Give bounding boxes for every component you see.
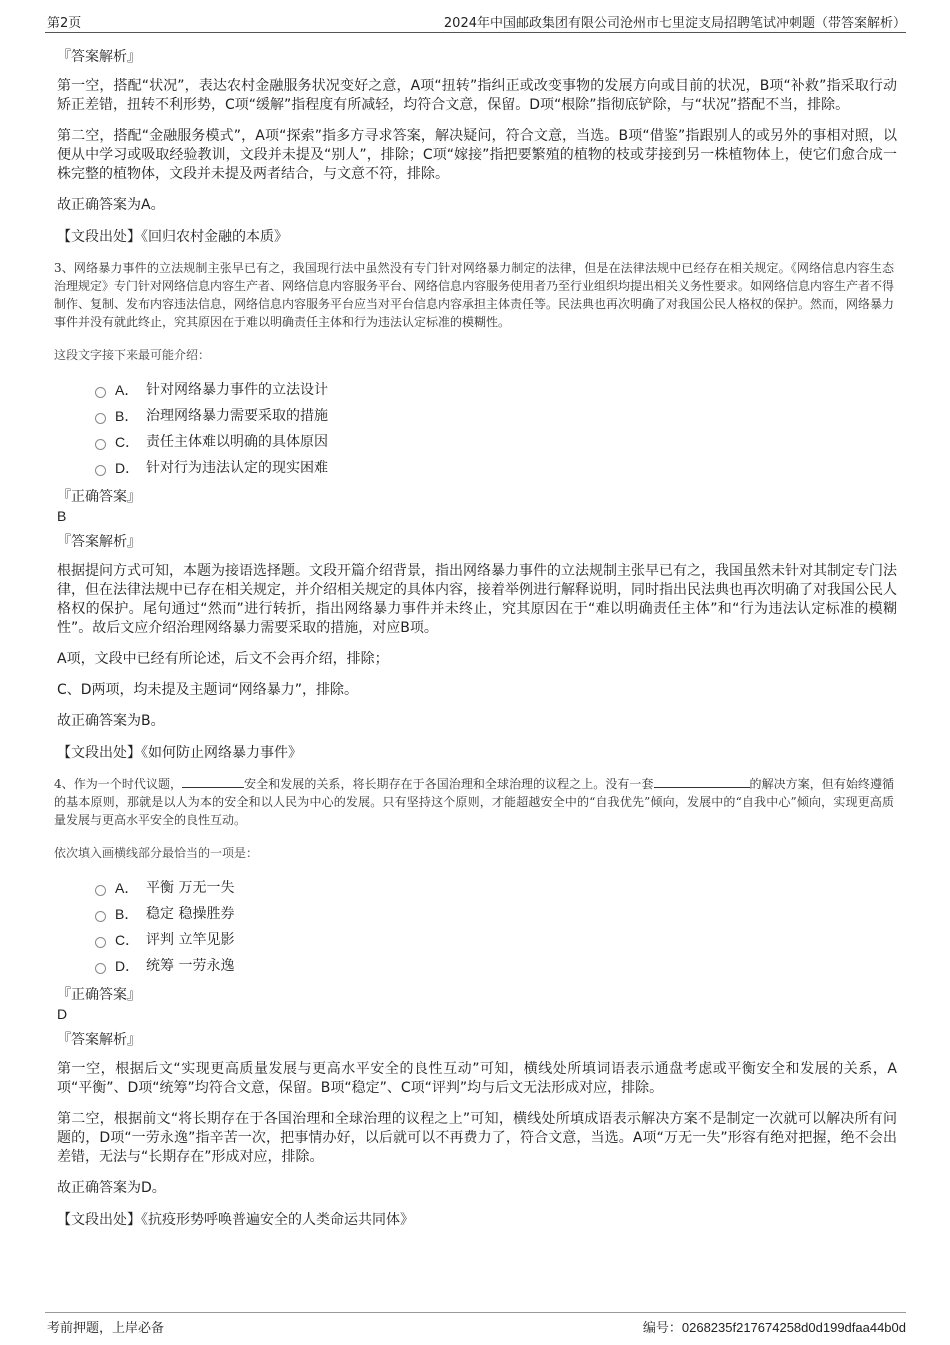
analysis-paragraph: 第一空，搭配“状况”，表达农村金融服务状况变好之意，A项“扭转”指纠正或改变事物的发展方向或目前的状况，B项“补救”指采取行动矫正差错，扭转不利形势，C项“缓解”指程度有所减轻，均符合文意，保留。D项“根除”指彻底铲除，与“状况”搭配不当，排除。: [57, 78, 897, 113]
analysis-paragraph: 第一空，根据后文“实现更高质量发展与更高水平安全的良性互动”可知，横线处所填词语表示通盘考虑或平衡安全和发展的关系，A项“平衡”、D项“统筹”均符合文意，保留。B项“稳定”、C项“评判”均与后文无法形成对应，排除。: [57, 1061, 897, 1096]
analysis-label: 『答案解析』: [57, 534, 141, 550]
fill-blank: [654, 775, 750, 788]
option-key: B．: [115, 408, 139, 424]
option-text: 稳定 稳操胜券: [146, 906, 235, 922]
option-key: D．: [115, 460, 140, 476]
source-citation: 【文段出处】《回归农村金融的本质》: [57, 229, 288, 245]
correct-answer-label: 『正确答案』: [57, 488, 141, 504]
question-4-prompt: 依次填入画横线部分最恰当的一项是：: [54, 846, 259, 860]
page-footer: [45, 1312, 906, 1337]
analysis-conclusion: 故正确答案为A。: [57, 197, 165, 213]
option-key: A．: [115, 880, 139, 896]
correct-answer-label: 『正确答案』: [57, 986, 141, 1002]
analysis-paragraph: 第二空，搭配“金融服务模式”，A项“探索”指多方寻求答案，解决疑问，符合文意，当选。B项“借鉴”指跟别人的或另外的事相对照，以便从中学习或吸取经验教训，文段并未提及“别人”，排除；C项“嫁接”指把要繁殖的植物的枝或芽接到另一株植物体上，使它们愈合成一株完整的植物体，文段并未提及两者结合，与文意不符，排除。: [57, 128, 897, 182]
option-text: 治理网络暴力需要采取的措施: [146, 408, 328, 424]
analysis-paragraph: A项，文段中已经有所论述，后文不会再介绍，排除；: [57, 651, 389, 667]
radio-icon[interactable]: [95, 963, 106, 974]
question-3-options: [95, 377, 897, 481]
document-body: [54, 40, 897, 1242]
radio-icon[interactable]: [95, 439, 106, 450]
fill-blank: [182, 775, 244, 788]
analysis-paragraph: 第二空，根据前文“将长期存在于各国治理和全球治理的议程之上”可知，横线处所填成语表示解决方案不是制定一次就可以解决所有问题的，D项“一劳永逸”指辛苦一次，把事情办好，以后就可以不再费力了，符合文意，当选。A项“万无一失”形容有绝对把握，绝不会出差错，无法与“长期存在”形成对应，排除。: [57, 1111, 897, 1165]
question-text-segment: 的解决方案，但有始终遵循的基本原则，那就是以人为本的安全和以人民为中心的发展。只有坚持这个原则，才能超越安全中的“自我优先”倾向，发展中的“自我中心”倾向，实现更高质量发展与更高水平安全的良性互动。: [54, 777, 894, 827]
radio-icon[interactable]: [95, 465, 106, 476]
correct-answer: B: [57, 508, 67, 524]
page-header: [45, 12, 906, 33]
radio-icon[interactable]: [95, 885, 106, 896]
document-id-value: 0268235f217674258d0d199dfaa44b0d: [681, 1320, 906, 1335]
analysis-paragraph: C、D两项，均未提及主题词“网络暴力”，排除。: [57, 682, 359, 698]
analysis-conclusion: 故正确答案为D。: [57, 1180, 166, 1196]
option-text: 责任主体难以明确的具体原因: [146, 434, 328, 450]
option-text: 平衡 万无一失: [146, 880, 235, 896]
radio-icon[interactable]: [95, 911, 106, 922]
analysis-paragraph: 根据提问方式可知，本题为接语选择题。文段开篇介绍背景，指出网络暴力事件的立法规制主张早已有之，我国虽然未针对其制定专门法律，但在法律法规中已存在相关规定，并介绍相关规定的具体内容，接着举例进行解释说明，同时指出民法典也再次明确了对我国公民人格权的保护。尾句通过“然而”进行转折，指出网络暴力事件并未终止，究其原因在于“难以明确责任主体”和“行为违法认定标准的模糊性”。故后文应介绍治理网络暴力需要采取的措施，对应B项。: [57, 563, 897, 636]
question-4-options: [95, 875, 897, 979]
analysis-label: 『答案解析』: [57, 1032, 141, 1048]
option-text: 统筹 一劳永逸: [146, 958, 235, 974]
option-a[interactable]: [95, 875, 897, 901]
question-text-segment: 4、作为一个时代议题，: [54, 777, 183, 791]
document-id: [643, 1317, 906, 1336]
option-key: A．: [115, 382, 139, 398]
option-text: 针对行为违法认定的现实困难: [146, 460, 328, 476]
radio-icon[interactable]: [95, 937, 106, 948]
page-number: 第2页: [47, 16, 82, 31]
option-b[interactable]: [95, 901, 897, 927]
option-c[interactable]: [95, 429, 897, 455]
question-4-text: [54, 775, 894, 829]
option-d[interactable]: [95, 953, 897, 979]
question-3-text: 3、网络暴力事件的立法规制主张早已有之，我国现行法中虽然没有专门针对网络暴力制定的法律，但是在法律法规中已经存在相关规定。《网络信息内容生态治理规定》专门针对网络信息内容生产者、网络信息内容服务平台、网络信息内容服务使用者乃至行业组织均提出相关义务性要求。如网络信息内容生产者不得制作、复制、发布内容违法信息，网络信息内容服务平台应当对平台信息内容承担主体责任等。民法典也再次明确了对我国公民人格权的保护。然而，网络暴力事件并没有就此终止，究其原因在于难以明确责任主体和行为违法认定标准的模糊性。: [54, 261, 895, 329]
document-title: 2024年中国邮政集团有限公司沧州市七里淀支局招聘笔试冲刺题（带答案解析）: [443, 16, 906, 31]
option-key: C．: [115, 434, 140, 450]
option-d[interactable]: [95, 455, 897, 481]
radio-icon[interactable]: [95, 387, 106, 398]
option-text: 针对网络暴力事件的立法设计: [146, 382, 328, 398]
option-key: D．: [115, 958, 140, 974]
correct-answer: D: [57, 1006, 68, 1022]
source-citation: 【文段出处】《如何防止网络暴力事件》: [57, 745, 302, 761]
analysis-label: 『答案解析』: [57, 49, 141, 65]
option-b[interactable]: [95, 403, 897, 429]
source-citation: 【文段出处】《抗疫形势呼唤普遍安全的人类命运共同体》: [57, 1212, 414, 1228]
document-id-label: 编号：: [642, 1321, 682, 1336]
question-3-prompt: 这段文字接下来最可能介绍：: [54, 348, 211, 362]
question-text-segment: 安全和发展的关系，将长期存在于各国治理和全球治理的议程之上。没有一套: [244, 777, 654, 791]
footer-slogan: 考前押题，上岸必备: [47, 1321, 165, 1336]
option-key: B．: [115, 906, 139, 922]
option-text: 评判 立竿见影: [146, 932, 235, 948]
option-key: C．: [115, 932, 140, 948]
radio-icon[interactable]: [95, 413, 106, 424]
option-c[interactable]: [95, 927, 897, 953]
option-a[interactable]: [95, 377, 897, 403]
analysis-conclusion: 故正确答案为B。: [57, 713, 165, 729]
